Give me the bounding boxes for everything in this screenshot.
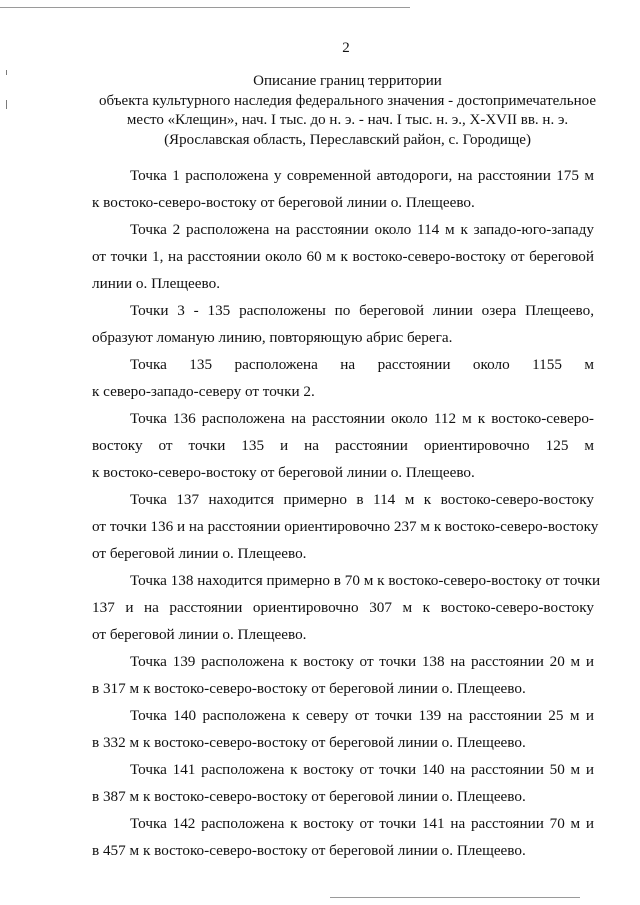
paragraph bbox=[92, 486, 599, 567]
header-location-line: (Ярославская область, Переславский район, с. Городище) bbox=[164, 131, 531, 148]
paragraph bbox=[92, 216, 594, 297]
paragraph-line: от береговой линии о. Плещеево. bbox=[92, 545, 307, 562]
paragraph bbox=[92, 756, 594, 810]
paragraph-line: от точки 1, на расстоянии около 60 м к востоко-северо-востоку от береговой bbox=[92, 248, 594, 265]
paragraph-line: в 332 м к востоко-северо-востоку от береговой линии о. Плещеево. bbox=[92, 734, 526, 751]
paragraph-line: Точка 140 расположена к северу от точки 139 на расстоянии 25 м и bbox=[130, 707, 594, 724]
paragraph-line: 137 и на расстоянии ориентировочно 307 м к востоко-северо-востоку bbox=[92, 599, 594, 616]
paragraph-line: линии о. Плещеево. bbox=[92, 275, 220, 292]
document-body bbox=[92, 162, 601, 864]
scan-mark bbox=[6, 70, 7, 75]
paragraph bbox=[92, 297, 594, 351]
paragraph bbox=[92, 162, 594, 216]
paragraph bbox=[92, 648, 594, 702]
paragraph-line: Точка 142 расположена к востоку от точки 141 на расстоянии 70 м и bbox=[130, 815, 594, 832]
paragraph bbox=[92, 810, 594, 864]
paragraph-line: Точка 138 находится примерно в 70 м к востоко-северо-востоку от точки bbox=[130, 572, 601, 589]
paragraph bbox=[92, 351, 594, 405]
paragraph-line: Точка 2 расположена на расстоянии около 114 м к западо-юго-западу bbox=[130, 221, 594, 238]
document-header bbox=[80, 72, 615, 150]
scan-top-rule bbox=[0, 7, 410, 8]
paragraph-line: к востоко-северо-востоку от береговой линии о. Плещеево. bbox=[92, 194, 475, 211]
paragraph-line: в 317 м к востоко-северо-востоку от береговой линии о. Плещеево. bbox=[92, 680, 526, 697]
paragraph-line: в 457 м к востоко-северо-востоку от береговой линии о. Плещеево. bbox=[92, 842, 526, 859]
paragraph-line: востоку от точки 135 и на расстоянии ориентировочно 125 м bbox=[92, 437, 594, 454]
paragraph-line: к северо-западо-северу от точки 2. bbox=[92, 383, 315, 400]
paragraph-line: от точки 136 и на расстоянии ориентировочно 237 м к востоко-северо-востоку bbox=[92, 518, 599, 535]
paragraph-line: образуют ломаную линию, повторяющую абрис берега. bbox=[92, 329, 453, 346]
header-place-line: место «Клещин», нач. I тыс. до н. э. - нач. I тыс. н. э., X-XVII вв. н. э. bbox=[126, 112, 569, 128]
paragraph-line: в 387 м к востоко-северо-востоку от береговой линии о. Плещеево. bbox=[92, 788, 526, 805]
paragraph-line: Точки 3 - 135 расположены по береговой линии озера Плещеево, bbox=[130, 302, 594, 319]
paragraph-line: к востоко-северо-востоку от береговой линии о. Плещеево. bbox=[92, 464, 475, 481]
paragraph-line: от береговой линии о. Плещеево. bbox=[92, 626, 307, 643]
scan-mark bbox=[6, 100, 7, 109]
paragraph-line: Точка 135 расположена на расстоянии около 1155 м bbox=[130, 356, 594, 373]
paragraph-line: Точка 139 расположена к востоку от точки 138 на расстоянии 20 м и bbox=[130, 653, 594, 670]
scan-bottom-rule bbox=[330, 897, 580, 898]
paragraph-line: Точка 137 находится примерно в 114 м к востоко-северо-востоку bbox=[130, 491, 594, 508]
paragraph-line: Точка 1 расположена у современной автодороги, на расстоянии 175 м bbox=[130, 167, 594, 184]
header-title: Описание границ территории bbox=[253, 73, 442, 89]
paragraph bbox=[92, 405, 594, 486]
paragraph bbox=[92, 567, 601, 648]
paragraph-line: Точка 141 расположена к востоку от точки 140 на расстоянии 50 м и bbox=[130, 761, 594, 778]
paragraph bbox=[92, 702, 594, 756]
paragraph-line: Точка 136 расположена на расстоянии около 112 м к востоко-северо- bbox=[130, 410, 594, 427]
header-object-line: объекта культурного наследия федерального значения - достопримечательное bbox=[99, 92, 596, 109]
page-number: 2 bbox=[342, 40, 350, 56]
